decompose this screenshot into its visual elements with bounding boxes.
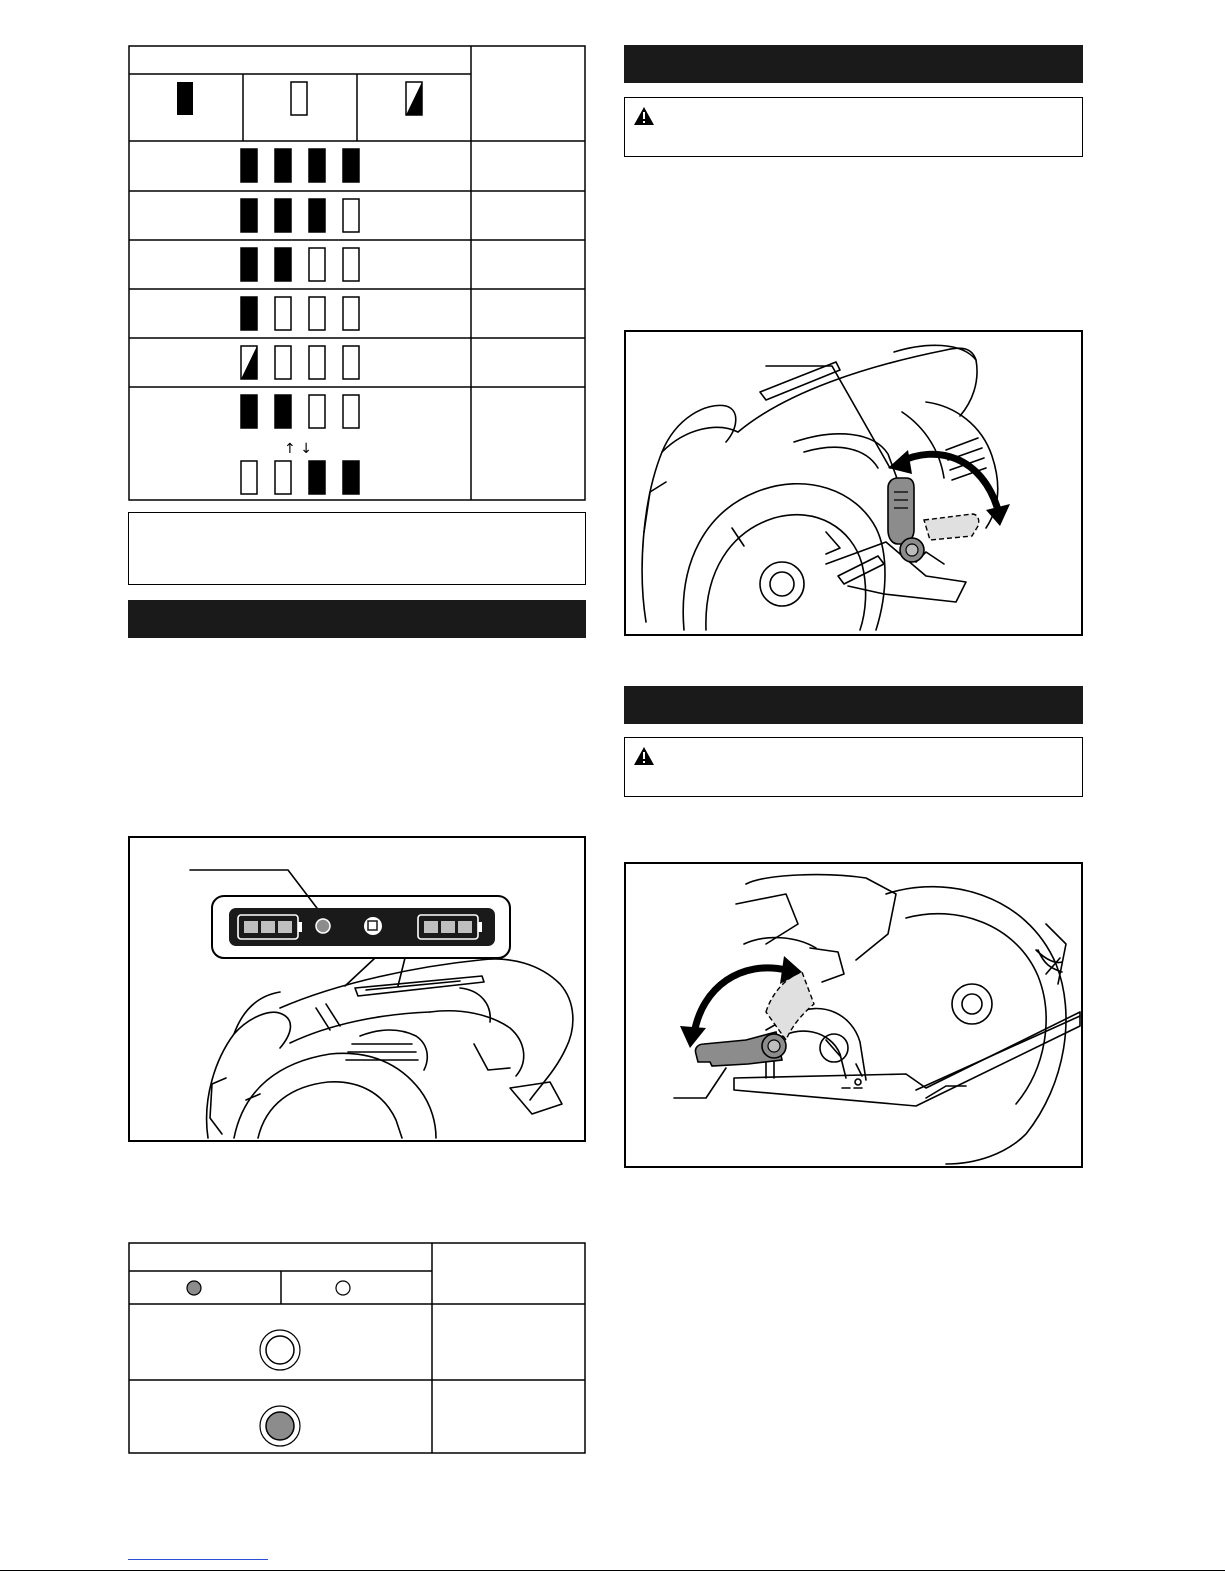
lamp-on-icon bbox=[309, 149, 325, 182]
lamp-on-icon bbox=[241, 248, 257, 281]
lamp-off-icon bbox=[309, 297, 325, 330]
lamp-off-icon bbox=[275, 297, 291, 330]
indicator-off-icon bbox=[260, 1330, 300, 1370]
lamp-on-icon bbox=[309, 461, 325, 494]
lamp-off-icon bbox=[309, 248, 325, 281]
indicator-on-icon bbox=[260, 1406, 300, 1446]
panel-indicator-illustration bbox=[130, 838, 584, 1140]
figure-lever bbox=[624, 330, 1083, 636]
indicator-status-table bbox=[128, 1242, 586, 1454]
lamp-on-icon bbox=[241, 149, 257, 182]
lamp-off-icon bbox=[275, 461, 291, 494]
lamp-on-icon bbox=[241, 199, 257, 232]
lamp-on-icon bbox=[241, 297, 257, 330]
warning-triangle-icon bbox=[633, 746, 655, 766]
lamp-on-icon bbox=[177, 82, 193, 115]
lamp-unlit-icon bbox=[336, 1281, 350, 1295]
lever-illustration bbox=[626, 332, 1081, 634]
battery-capacity-table bbox=[128, 45, 586, 501]
figure-indicator-panel bbox=[128, 836, 586, 1142]
lamp-off-icon bbox=[275, 346, 291, 379]
lamp-on-icon bbox=[275, 199, 291, 232]
lamp-off-icon bbox=[309, 395, 325, 428]
base-lever-illustration bbox=[626, 864, 1081, 1166]
lamp-off-icon bbox=[291, 82, 307, 115]
section-heading-bar-right-1 bbox=[624, 45, 1083, 83]
lamp-on-icon bbox=[275, 248, 291, 281]
section-heading-bar bbox=[128, 600, 586, 638]
lamp-blinking-icon bbox=[406, 82, 422, 115]
lamp-off-icon bbox=[343, 199, 359, 232]
lamp-off-icon bbox=[343, 395, 359, 428]
lamp-off-icon bbox=[309, 346, 325, 379]
lamp-off-icon bbox=[343, 248, 359, 281]
lamp-off-icon bbox=[241, 461, 257, 494]
section-heading-bar-right-2 bbox=[624, 686, 1083, 724]
lamp-rows bbox=[241, 149, 359, 494]
lamp-on-icon bbox=[275, 395, 291, 428]
lamp-on-icon bbox=[343, 149, 359, 182]
note-box bbox=[128, 512, 586, 585]
warning-box-2 bbox=[624, 737, 1083, 797]
footer-link-underline[interactable] bbox=[128, 1559, 268, 1560]
lamp-off-icon bbox=[343, 346, 359, 379]
warning-triangle-icon bbox=[633, 106, 655, 126]
lamp-lit-gray-icon bbox=[187, 1281, 201, 1295]
figure-base-lever bbox=[624, 862, 1083, 1168]
lamp-blink-icon bbox=[241, 346, 257, 379]
lamp-off-icon bbox=[343, 297, 359, 330]
lamp-on-icon bbox=[275, 149, 291, 182]
lamp-on-icon bbox=[343, 461, 359, 494]
lamp-on-icon bbox=[241, 395, 257, 428]
alternate-separator: ↑ ↓ bbox=[284, 441, 312, 457]
lamp-on-icon bbox=[309, 199, 325, 232]
warning-box-1 bbox=[624, 97, 1083, 157]
footer-rule bbox=[0, 1570, 1225, 1571]
